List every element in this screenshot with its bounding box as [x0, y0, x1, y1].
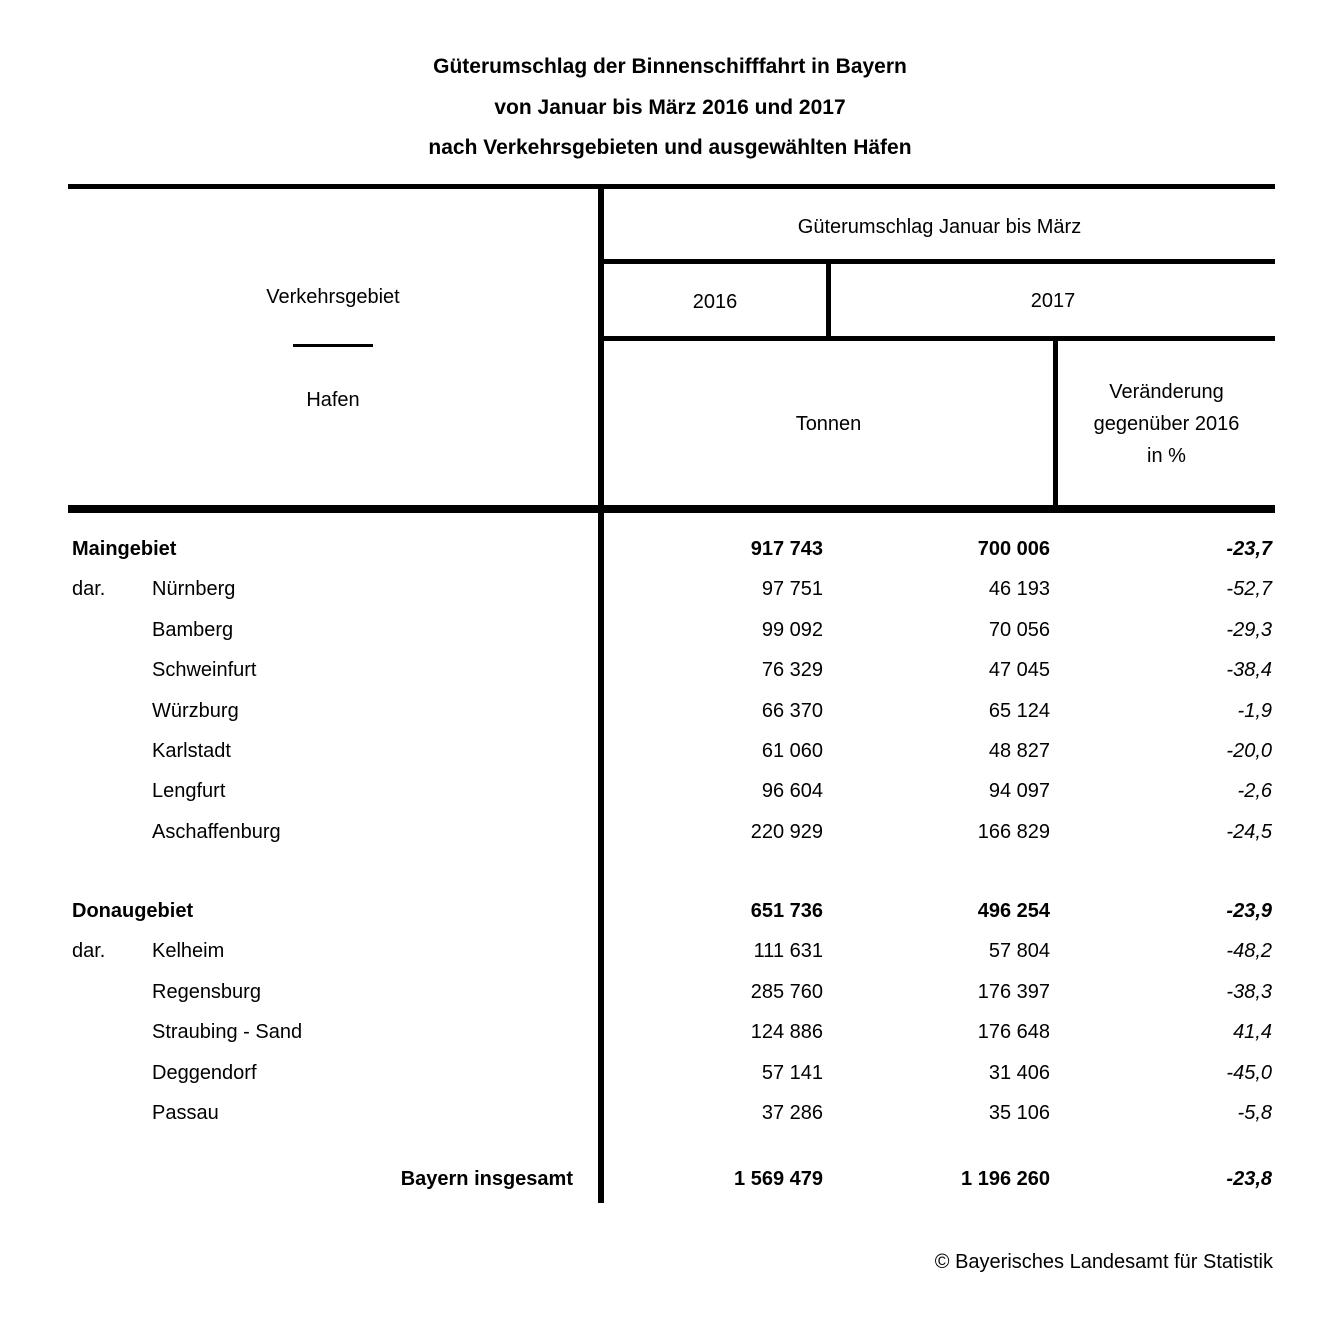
column-header-change-line2: gegenüber 2016 [1093, 413, 1240, 435]
change-pct-cell: -1,9 [1237, 699, 1272, 722]
subset-prefix: dar. [72, 940, 106, 963]
region-name: Donaugebiet [72, 900, 194, 922]
change-pct-cell: -52,7 [1226, 578, 1272, 601]
port-name: Karlstadt [152, 739, 231, 762]
change-pct-cell: -23,7 [1226, 538, 1272, 560]
tons-2017-cell: 31 406 [988, 1061, 1050, 1084]
column-header-tons: Tonnen [795, 413, 862, 435]
tons-2016-cell: 220 929 [750, 820, 823, 843]
port-label-cell [68, 931, 598, 971]
tons-2016-cell: 917 743 [750, 538, 823, 560]
data-table [68, 184, 1275, 1206]
tons-2016-cell: 66 370 [761, 699, 823, 722]
port-name: Bamberg [152, 618, 234, 641]
port-name: Aschaffenburg [152, 820, 281, 843]
table-row-region [68, 891, 1275, 931]
table-top-border [68, 184, 1275, 189]
change-pct-cell: -2,6 [1237, 780, 1272, 803]
table-row-port [68, 931, 1275, 971]
table-row-region [68, 529, 1275, 569]
tons-2016-cell: 37 286 [761, 1101, 823, 1124]
header-body-separator [68, 505, 1275, 513]
section-donaugebiet [68, 891, 1275, 1133]
page-title-line3: nach Verkehrsgebieten und ausgewählten Häfen [428, 136, 912, 159]
port-label-cell [68, 569, 598, 609]
total-change-cell: -23,8 [1226, 1168, 1272, 1190]
tons-2017-cell: 35 106 [988, 1101, 1050, 1124]
change-pct-cell: -45,0 [1226, 1061, 1272, 1084]
table-row-port [68, 569, 1275, 609]
change-pct-cell: -48,2 [1226, 940, 1272, 963]
table-row-port [68, 1093, 1275, 1133]
port-name: Kelheim [152, 940, 225, 963]
tons-2016-cell: 76 329 [761, 659, 823, 682]
page-title-line1: Güterumschlag der Binnenschifffahrt in Bayern [433, 55, 907, 78]
tons-2017-cell: 70 056 [988, 618, 1050, 641]
change-pct-cell: -20,0 [1226, 739, 1272, 762]
table-row-total [68, 1159, 1272, 1199]
tons-2017-cell: 176 648 [977, 1021, 1050, 1044]
tons-2017-cell: 57 804 [988, 940, 1050, 963]
port-label-cell [68, 691, 598, 731]
column-header-2016: 2016 [692, 291, 738, 313]
port-label-cell [68, 1093, 598, 1133]
table-row-port [68, 812, 1275, 852]
table-row-port [68, 1012, 1275, 1052]
group-header-underline [604, 259, 1275, 264]
port-label-cell [68, 1012, 598, 1052]
port-label-cell [68, 972, 598, 1012]
region-name: Maingebiet [72, 538, 177, 560]
page-title [0, 47, 1340, 169]
table-row-port [68, 771, 1275, 811]
table-row-port [68, 650, 1275, 690]
port-label-cell [68, 1053, 598, 1093]
tons-2016-cell: 99 092 [761, 618, 823, 641]
port-name: Deggendorf [152, 1061, 257, 1084]
tons-2017-cell: 46 193 [988, 578, 1050, 601]
stub-header-dash [293, 344, 373, 347]
tons-2016-cell: 651 736 [750, 900, 823, 922]
change-pct-cell: -29,3 [1226, 618, 1272, 641]
port-name: Straubing - Sand [152, 1021, 303, 1044]
port-label-cell [68, 650, 598, 690]
column-header-change-line3: in % [1147, 445, 1186, 467]
port-label-cell [68, 771, 598, 811]
tons-2017-cell: 65 124 [988, 699, 1050, 722]
table-row-port [68, 610, 1275, 650]
region-label-cell [68, 891, 598, 931]
tons-2017-cell: 176 397 [977, 980, 1050, 1003]
tons-2016-cell: 61 060 [761, 739, 823, 762]
stub-header-area: Verkehrsgebiet [266, 286, 400, 308]
table-row-port [68, 972, 1275, 1012]
port-label-cell [68, 610, 598, 650]
year-row-underline [604, 336, 1275, 341]
tons-2016-cell: 57 141 [761, 1061, 823, 1084]
change-pct-cell: -38,3 [1226, 980, 1272, 1003]
port-name: Schweinfurt [152, 659, 257, 682]
tons-2017-cell: 47 045 [988, 659, 1050, 682]
page-title-line2: von Januar bis März 2016 und 2017 [494, 95, 846, 119]
column-header-change-line1: Veränderung [1109, 381, 1224, 403]
column-header-2017: 2017 [1030, 290, 1076, 312]
table-row-port [68, 691, 1275, 731]
table-row-port [68, 731, 1275, 771]
tons-2017-cell: 496 254 [977, 900, 1050, 922]
port-name: Regensburg [152, 980, 261, 1003]
total-tons-2016-cell: 1 569 479 [734, 1168, 823, 1190]
change-pct-cell: 41,4 [1233, 1021, 1272, 1044]
tons-2016-cell: 285 760 [750, 980, 823, 1003]
column-group-header: Güterumschlag Januar bis März [797, 216, 1082, 238]
total-label-cell: Bayern insgesamt [400, 1168, 573, 1190]
change-pct-cell: -5,8 [1237, 1101, 1272, 1124]
change-pct-cell: -38,4 [1226, 659, 1272, 682]
tons-2017-cell: 94 097 [988, 780, 1050, 803]
port-name: Passau [152, 1101, 219, 1124]
port-label-cell [68, 812, 598, 852]
change-pct-cell: -23,9 [1226, 900, 1272, 922]
port-name: Würzburg [152, 699, 239, 722]
section-maingebiet [68, 529, 1275, 852]
tons-2016-cell: 97 751 [761, 578, 823, 601]
tons-2016-cell: 96 604 [761, 780, 823, 803]
tons-2017-cell: 700 006 [977, 538, 1050, 560]
total-tons-2017-cell: 1 196 260 [961, 1168, 1050, 1190]
tons-2017-cell: 48 827 [988, 739, 1050, 762]
table-row-port [68, 1053, 1275, 1093]
stub-header-port: Hafen [306, 389, 360, 411]
port-label-cell [68, 731, 598, 771]
tons-2016-cell: 111 631 [753, 940, 823, 963]
column-header-change [1058, 376, 1275, 472]
tons-2017-cell: 166 829 [977, 820, 1050, 843]
tons-2016-cell: 124 886 [750, 1021, 823, 1044]
copyright-note: © Bayerisches Landesamt für Statistik [934, 1251, 1273, 1273]
change-pct-cell: -24,5 [1226, 820, 1272, 843]
port-name: Nürnberg [152, 578, 236, 601]
region-label-cell [68, 529, 598, 569]
subset-prefix: dar. [72, 578, 106, 601]
port-name: Lengfurt [152, 780, 226, 803]
